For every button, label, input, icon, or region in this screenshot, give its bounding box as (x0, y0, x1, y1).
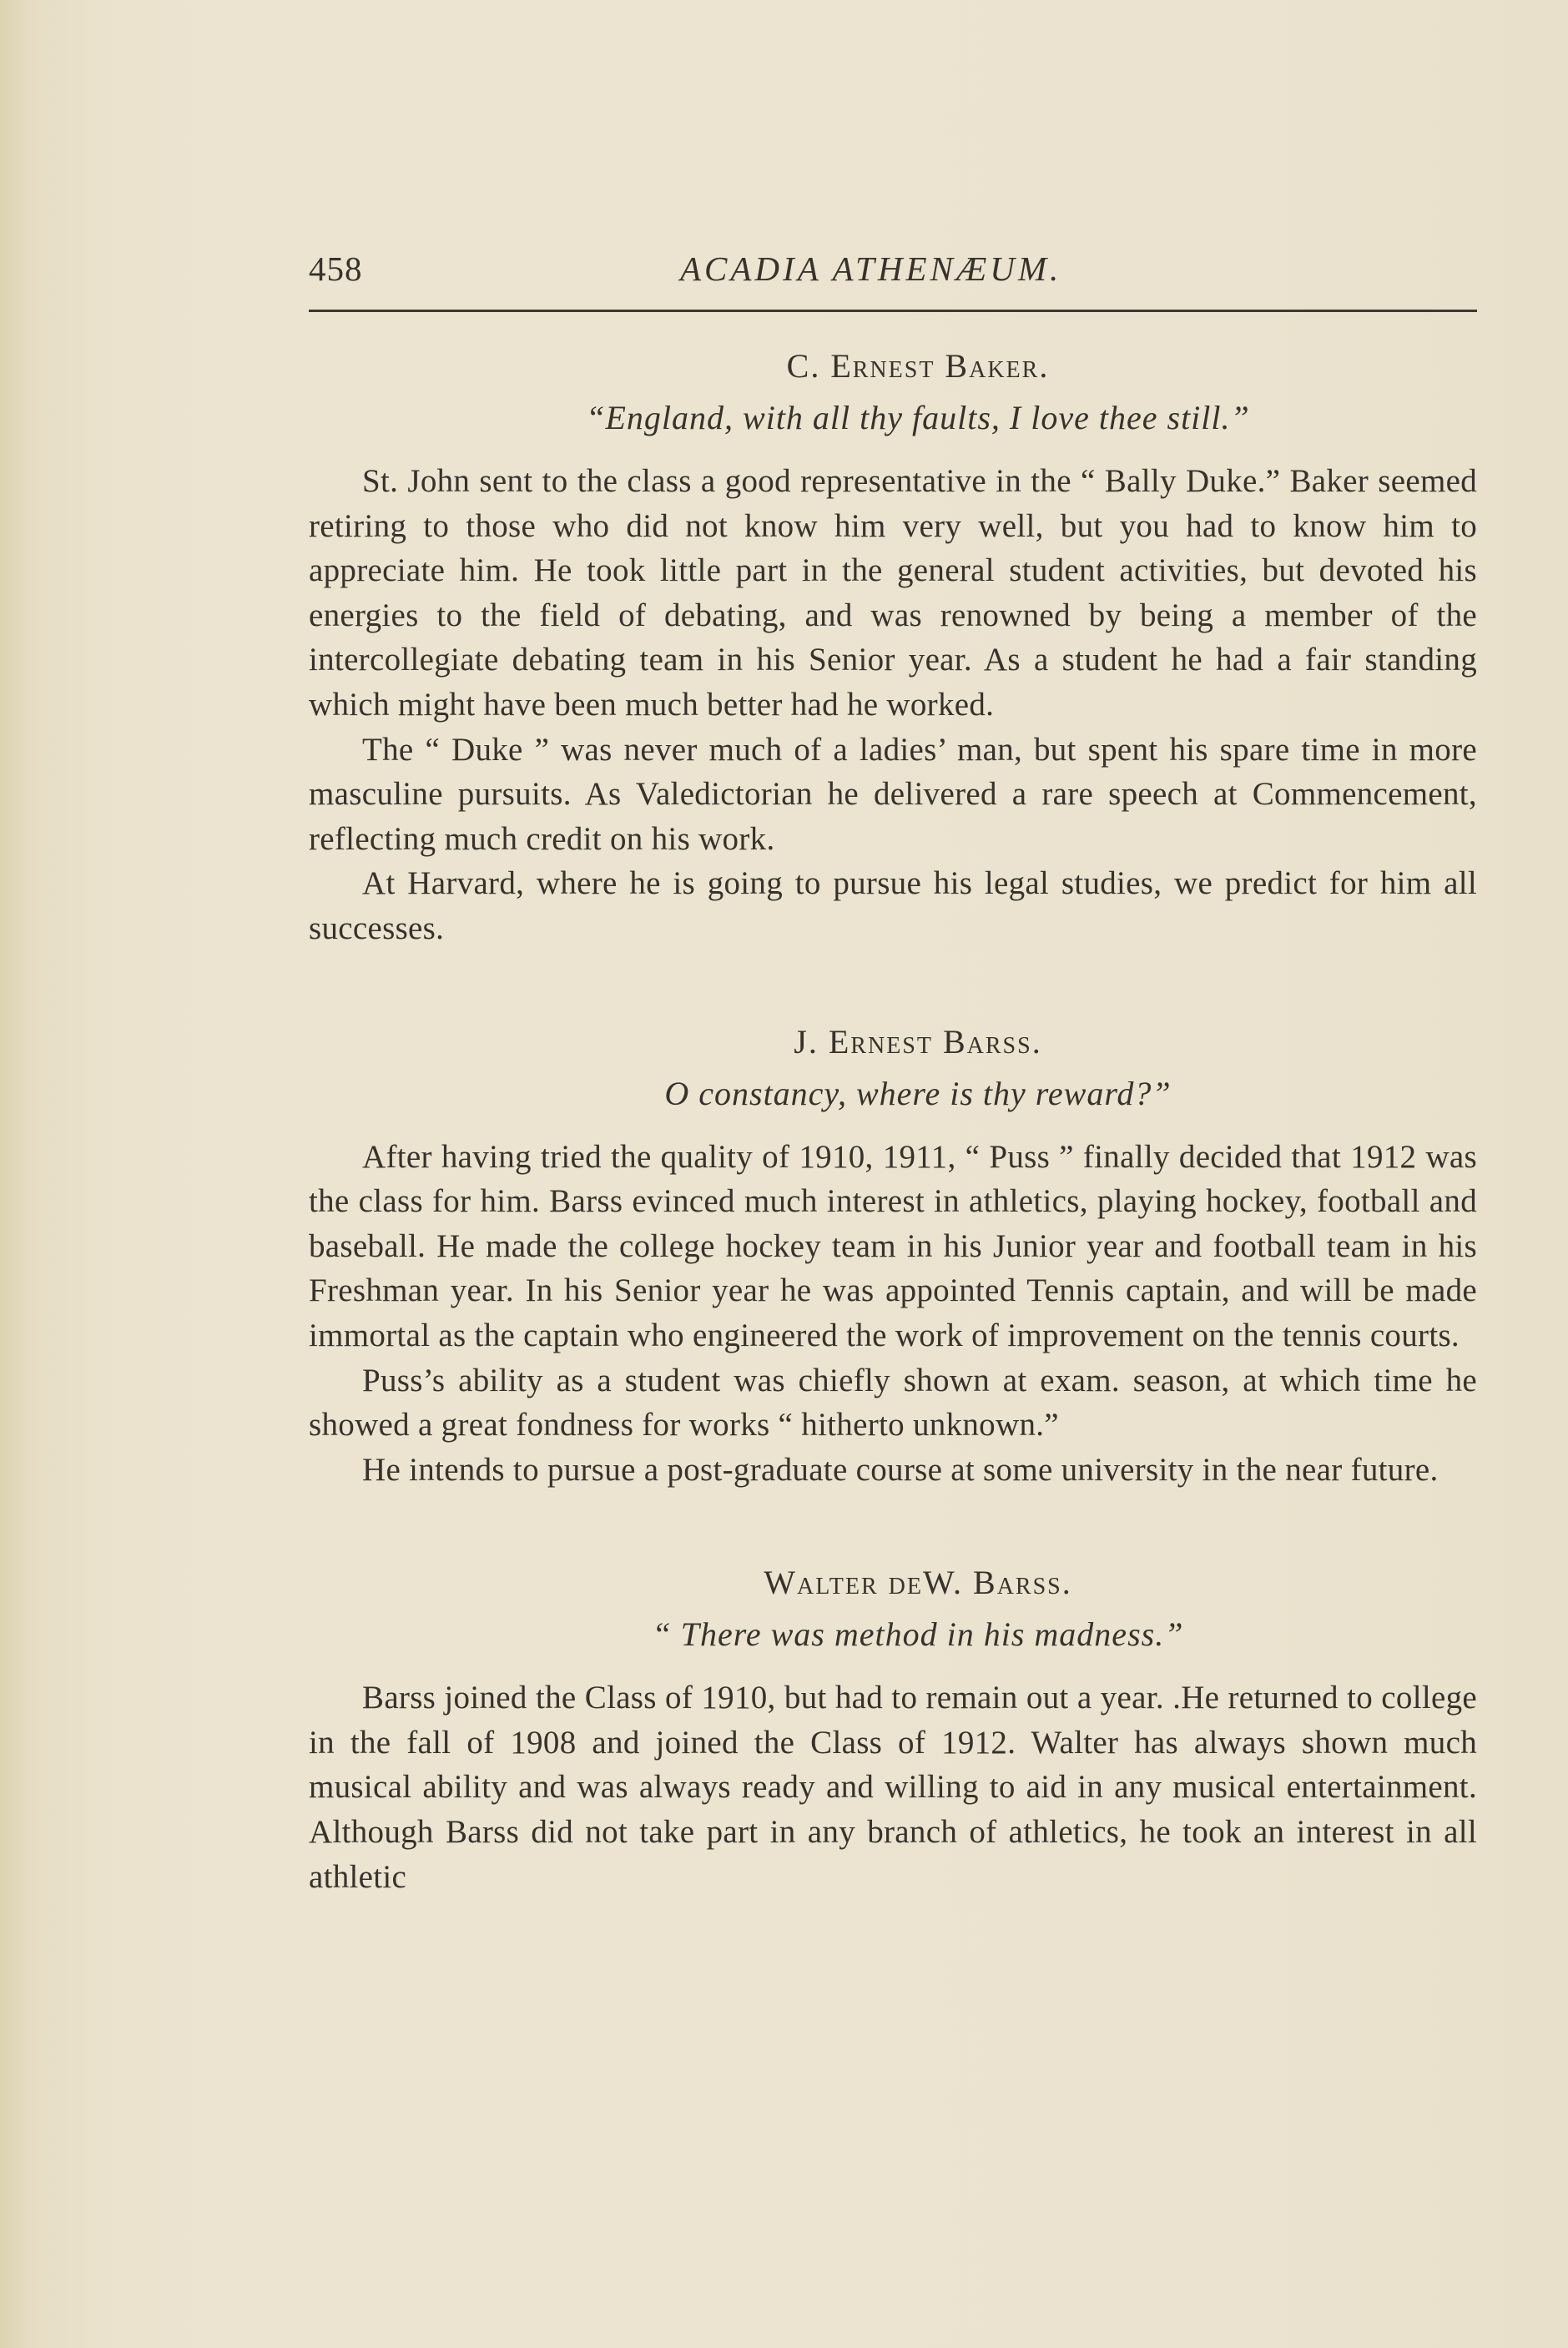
paragraph: After having tried the quality of 1910, 1911, “ Puss ” finally decided that 1912 was the class for him. Barss evinced much interest in athletics, playing hockey, football and baseball. He made the college hockey team in his Junior year and football team in his Freshman year. In his Senior year he was appointed Tennis captain, and will be made immortal as the captain who engineered the work of improvement on the tennis courts. (309, 1138, 1477, 1353)
section-motto: “England, with all thy faults, I love thee still.” (586, 399, 1250, 436)
header-rule (309, 310, 1477, 312)
section-name: J. Ernest Barss. (794, 1022, 1042, 1061)
section-name: C. Ernest Baker. (786, 347, 1050, 385)
page-content (309, 340, 1477, 1899)
paragraph: The “ Duke ” was never much of a ladies’ man, but spent his spare time in more masculine pursuits. As Valedictorian he delivered a rare speech at Commencement, reflecting much credit on his work. (309, 731, 1477, 857)
biography-section (309, 1557, 1477, 1899)
page-number: 458 (309, 249, 363, 288)
paragraph: He intends to pursue a post-graduate course at some university in the near future. (362, 1451, 1439, 1488)
running-title: ACADIA ATHENÆUM. (680, 249, 1062, 288)
section-motto: “ There was method in his madness.” (652, 1615, 1184, 1654)
paragraph: Barss joined the Class of 1910, but had to remain out a year. .He returned to college in the fall of 1908 and joined the Class of 1912. Walter has always shown much musical ability and was always ready and willing to aid in any musical entertainment. Although Barss did not take part in any branch of athletics, he took an interest in all athletic (309, 1680, 1477, 1895)
paragraph: Puss’s ability as a student was chiefly shown at exam. season, at which time he showed a great fondness for works “ hitherto unknown.” (309, 1362, 1477, 1444)
biography-section (309, 340, 1477, 951)
paragraph: St. John sent to the class a good representative in the “ Bally Duke.” Baker seemed retiring to those who did not know him very well, but you had to know him to appreciate him. He took little part in the general student activities, but devoted his energies to the field of debating, and was renowned by being a member of the intercollegiate debating team in his Senior year. As a student he had a fair standing which might have been much better had he worked. (309, 463, 1477, 723)
section-motto: O constancy, where is thy reward?” (664, 1074, 1172, 1112)
paragraph: At Harvard, where he is going to pursue his legal studies, we predict for him all successes. (309, 865, 1477, 946)
section-name: Walter deW. Barss. (764, 1564, 1072, 1602)
biography-section (309, 1016, 1477, 1493)
page-header (309, 249, 1477, 299)
